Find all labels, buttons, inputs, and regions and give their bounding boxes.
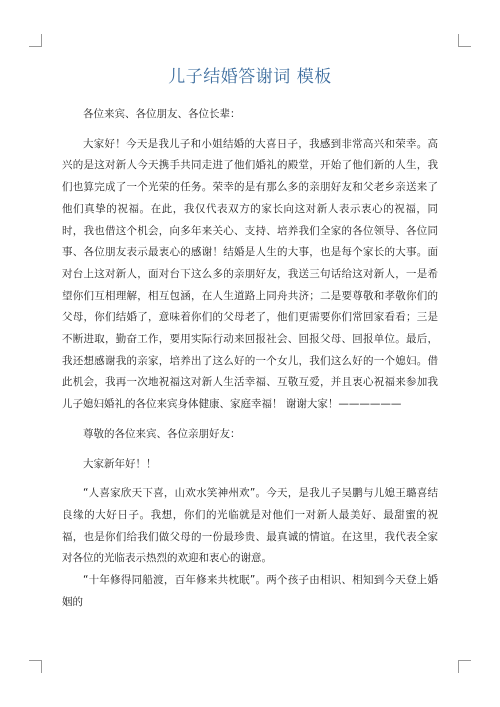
crop-mark-top-left [29,34,42,47]
salutation-paragraph: 各位来宾、各位朋友、各位长辈： [83,108,241,120]
speech-paragraph: 大家好！今天是我儿子和小姐结婚的大喜日子，我感到非常高兴和荣幸。高兴的是这对新人今天携手共同走进了他们婚礼的殿堂，开始了他们新的人生，我们也算完成了一个光荣的任务。荣幸的是有那么多的亲朋好友和父老乡亲送来了他们真挚的祝福。在此，我仅代表双方的家长向这对新人表示衷心的祝福，同时，我也借这个机会，向多年来关心、支持、培养我们全家的各位领导、各位同事、各位朋友表示最衷心的感谢！结婚是人生的大事，也是每个家长的大事。面对台上这对新人，面对台下这么多的亲朋好友，我送三句话给这对新人，一是希望你们互相理解，相互包涵，在人生道路上同舟共济；二是要尊敬和孝敬你们的父母，你们结婚了，意味着你们的父母老了，他们更需要你们常回家看看；三是不断进取，勤奋工作，要用实际行动来回报社会、回报父母、回报单位。最后，我还想感谢我的亲家，培养出了这么好的一个女儿，我们这么好的一个媳妇。借此机会，我再一次地祝福这对新人生活幸福、互敬互爱，并且衷心祝福来参加我儿子媳妇婚礼的各位来宾身体健康、家庭幸福！ 谢谢大家！—————— [62,137,438,411]
crop-mark-bottom-right [458,660,471,673]
document-body [62,104,438,613]
document-title: 儿子结婚答谢词 模板 [168,67,332,87]
second-salutation-paragraph: 尊敬的各位来宾、各位亲朋好友： [83,427,241,440]
greeting-paragraph: 大家新年好！！ [83,457,157,470]
speech-paragraph: “十年修得同船渡，百年修来共枕眠”。两个孩子由相识、相知到今天登上婚姻的 [62,574,438,608]
crop-mark-bottom-left [29,660,42,673]
speech-paragraph: “人喜家欣天下喜，山欢水笑神州欢”。今天，是我儿子吴鹏与儿媳王璐喜结良缘的大好日子。我想，你们的光临就是对他们一对新人最美好、最甜蜜的祝福，也是你们给我们做父母的一份最珍贵、最真诚的情谊。在这里，我代表全家对各位的光临表示热烈的欢迎和衷心的谢意。 [62,487,438,565]
crop-mark-top-right [458,34,471,47]
